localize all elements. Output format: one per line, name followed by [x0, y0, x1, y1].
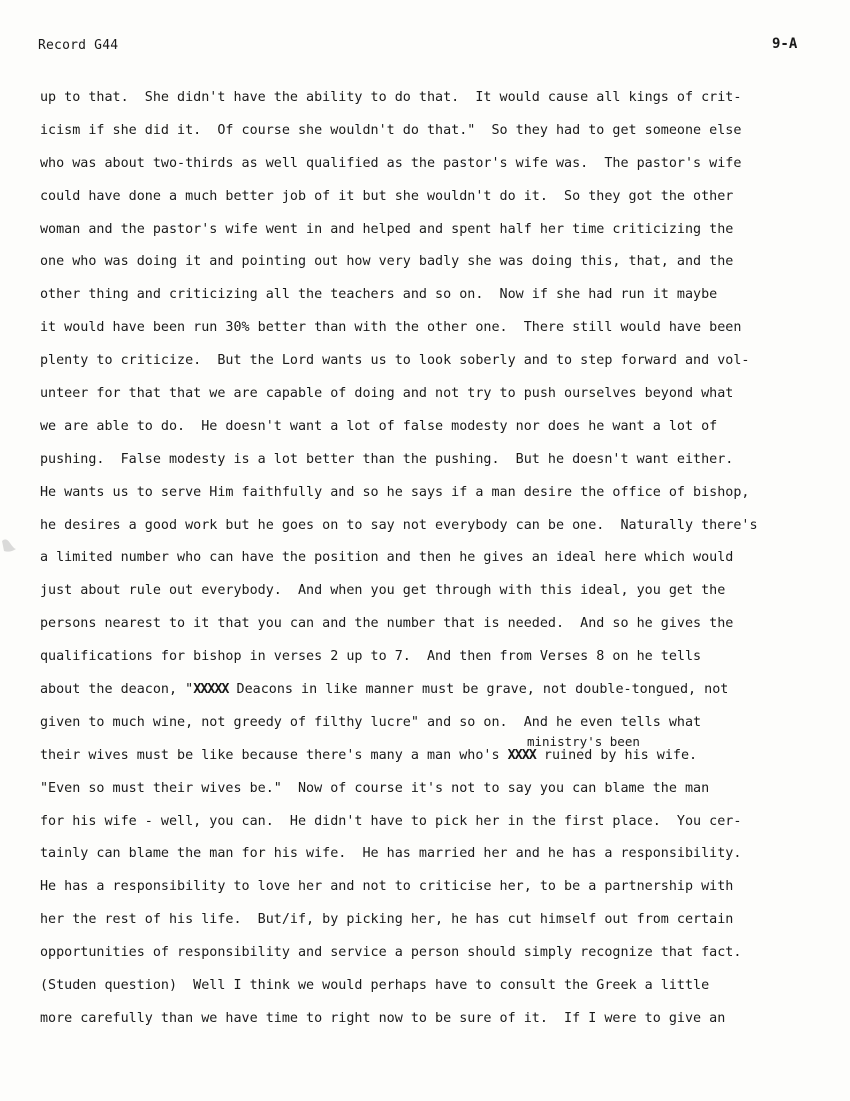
- record-label: Record G44: [38, 38, 119, 53]
- text-line: he desires a good work but he goes on to say not everybody can be one. Naturally there's: [40, 517, 758, 533]
- text-line: persons nearest to it that you can and the number that is needed. And so he gives the: [40, 616, 734, 632]
- text-line: just about rule out everybody. And when you get through with this ideal, you get the: [40, 583, 726, 599]
- text-line: given to much wine, not greedy of filthy lucre" and so on. And he even tells what: [40, 714, 702, 730]
- text-line: more carefully than we have time to right now to be sure of it. If I were to give an: [40, 1010, 726, 1026]
- document-body: [40, 89, 820, 1043]
- text-line: one who was doing it and pointing out how very badly she was doing this, that, and the: [40, 254, 734, 270]
- struck-out-text: XXXX: [507, 747, 536, 763]
- text-line: unteer for that that we are capable of doing and not try to push ourselves beyond what: [40, 386, 734, 402]
- text-line: woman and the pastor's wife went in and helped and spent half her time criticizing the: [40, 221, 734, 237]
- deacon-line-before: about the deacon, ": [40, 682, 194, 698]
- deacon-line-after: Deacons in like manner must be grave, not double-tongued, not: [228, 682, 729, 698]
- text-line: it would have been run 30% better than with the other one. There still would have been: [40, 320, 742, 336]
- page-number: 9-A: [772, 36, 798, 52]
- margin-smudge-mark: [0, 535, 18, 557]
- text-line: icism if she did it. Of course she wouldn't do that." So they had to get someone else: [40, 122, 742, 138]
- text-line: other thing and criticizing all the teachers and so on. Now if she had run it maybe: [40, 287, 718, 303]
- text-line: "Even so must their wives be." Now of course it's not to say you can blame the man: [40, 780, 710, 796]
- text-line: we are able to do. He doesn't want a lot of false modesty nor does he want a lot of: [40, 418, 718, 434]
- text-line: opportunities of responsibility and service a person should simply recognize that fact.: [40, 945, 742, 961]
- text-line: plenty to criticize. But the Lord wants us to look soberly and to step forward and vol-: [40, 353, 750, 369]
- text-line: He has a responsibility to love her and not to criticise her, to be a partnership with: [40, 879, 734, 895]
- text-line: for his wife - well, you can. He didn't have to pick her in the first place. You cer-: [40, 813, 742, 829]
- text-line-deacon: [40, 681, 820, 714]
- text-line-ministry: [40, 733, 820, 780]
- ministry-line-after: ruined by his wife.: [535, 747, 698, 763]
- ministry-line-before: their wives must be like because there's many a man who's: [40, 747, 508, 763]
- text-line: (Studen question) Well I think we would perhaps have to consult the Greek a little: [40, 978, 710, 994]
- text-line: who was about two-thirds as well qualified as the pastor's wife was. The pastor's wife: [40, 155, 742, 171]
- text-line: pushing. False modesty is a lot better than the pushing. But he doesn't want either.: [40, 451, 734, 467]
- handwritten-insertion: ministry's been: [527, 733, 640, 749]
- text-line: her the rest of his life. But/if, by picking her, he has cut himself out from certain: [40, 912, 734, 928]
- text-line: could have done a much better job of it but she wouldn't do it. So they got the other: [40, 188, 734, 204]
- text-line: a limited number who can have the position and then he gives an ideal here which would: [40, 550, 734, 566]
- text-line: up to that. She didn't have the ability to do that. It would cause all kings of crit-: [40, 90, 742, 105]
- struck-out-text: XXXXX: [193, 682, 229, 698]
- text-line: He wants us to serve Him faithfully and so he says if a man desire the office of bishop,: [40, 484, 750, 500]
- text-line: qualifications for bishop in verses 2 up to 7. And then from Verses 8 on he tells: [40, 649, 702, 665]
- text-line: tainly can blame the man for his wife. He has married her and he has a responsibility.: [40, 846, 742, 862]
